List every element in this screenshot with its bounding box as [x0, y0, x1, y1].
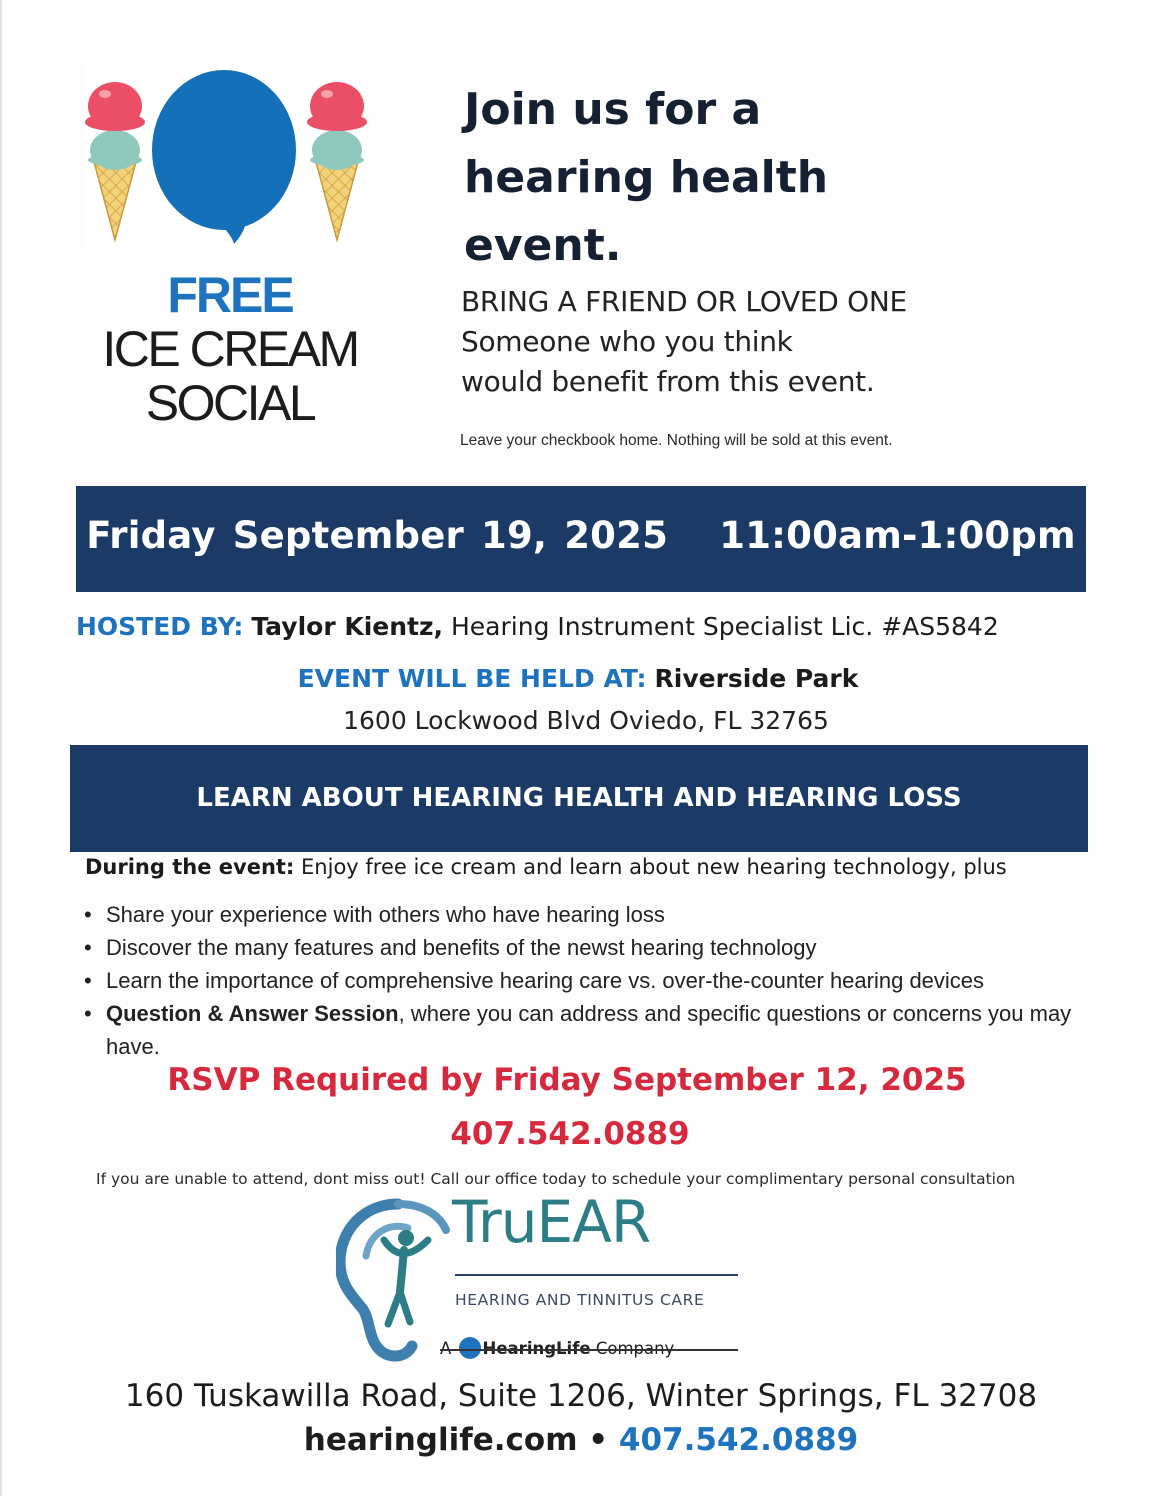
- contact-footer: [0, 1422, 1156, 1458]
- qa-session-text: , where you can address and specific questions or concerns you may have.: [106, 1001, 1072, 1059]
- bring-a-friend: BRING A FRIEND OR LOVED ONE: [461, 285, 907, 318]
- hosted-by-label: HOSTED BY:: [76, 612, 244, 641]
- someone-text: [461, 322, 874, 402]
- brand-divider: [455, 1274, 738, 1276]
- held-at-label: EVENT WILL BE HELD AT:: [297, 664, 647, 693]
- social-line-2: SOCIAL: [145, 375, 315, 431]
- footer-separator: •: [588, 1422, 609, 1458]
- company-strike-line: [440, 1349, 738, 1351]
- rsvp-deadline: RSVP Required by Friday September 12, 2025: [167, 1062, 967, 1098]
- speech-bubble-icon: [152, 70, 296, 244]
- benefit-list: [78, 898, 1108, 1063]
- website-link[interactable]: hearinglife.com: [303, 1422, 578, 1458]
- hosted-by: [76, 612, 999, 641]
- host-title: Hearing Instrument Specialist Lic. #AS5842: [451, 612, 999, 641]
- list-item: • Discover the many features and benefits of the newst hearing technology: [78, 931, 1108, 964]
- date-banner: [76, 486, 1086, 592]
- learn-banner-text: LEARN ABOUT HEARING HEALTH AND HEARING LOSS: [196, 783, 962, 813]
- during-event: [85, 855, 1007, 879]
- truear-wordmark: TruEAR: [452, 1188, 651, 1256]
- headline-line-2: hearing health: [464, 152, 829, 203]
- brand-tagline: HEARING AND TINNITUS CARE: [455, 1291, 705, 1309]
- hearinglife-company: [440, 1337, 674, 1359]
- social-line-1: ICE CREAM: [102, 321, 358, 377]
- scan-edge: [0, 0, 2, 1496]
- venue-address: 1600 Lockwood Blvd Oviedo, FL 32765: [343, 706, 829, 735]
- host-name: Taylor Kientz,: [251, 612, 444, 641]
- date-time-text: [76, 514, 1086, 557]
- ice-cream-cone-icon: [307, 82, 367, 240]
- hearinglife-dot-icon: [459, 1337, 481, 1359]
- ice-cream-cone-icon: [85, 82, 145, 240]
- event-location: [0, 664, 1156, 693]
- ice-cream-artwork: [84, 64, 368, 246]
- consultation-note: If you are unable to attend, dont miss out! Call our office today to schedule your complimentary personal consultation: [96, 1170, 1016, 1188]
- office-address: 160 Tuskawilla Road, Suite 1206, Winter Springs, FL 32708: [124, 1378, 1038, 1414]
- list-item: • Learn the importance of comprehensive hearing care vs. over-the-counter hearing devices: [78, 964, 1108, 997]
- headline-line-1: Join us for a: [464, 84, 762, 135]
- free-label: FREE: [167, 267, 293, 323]
- event-date: Friday September 19, 2025: [86, 514, 669, 557]
- free-ice-cream-title: [80, 268, 380, 430]
- during-label: During the event:: [85, 855, 295, 879]
- qa-session-label: Question & Answer Session: [106, 1001, 399, 1026]
- footer-phone[interactable]: 407.542.0889: [618, 1422, 859, 1458]
- rsvp-phone: 407.542.0889: [450, 1116, 690, 1152]
- during-text: Enjoy free ice cream and learn about new hearing technology, plus: [301, 855, 1007, 879]
- event-time: 11:00am-1:00pm: [719, 514, 1076, 557]
- ice-cream-illustration: [84, 64, 368, 246]
- list-item: • Share your experience with others who have hearing loss: [78, 898, 1108, 931]
- someone-line-1: Someone who you think: [461, 325, 793, 358]
- headline: [464, 76, 828, 280]
- headline-line-3: event.: [464, 220, 622, 271]
- someone-line-2: would benefit from this event.: [461, 365, 875, 398]
- learn-banner: [70, 745, 1088, 852]
- checkbook-note: Leave your checkbook home. Nothing will be sold at this event.: [460, 432, 893, 449]
- venue-name: Riverside Park: [654, 664, 859, 693]
- list-item: [78, 997, 1108, 1063]
